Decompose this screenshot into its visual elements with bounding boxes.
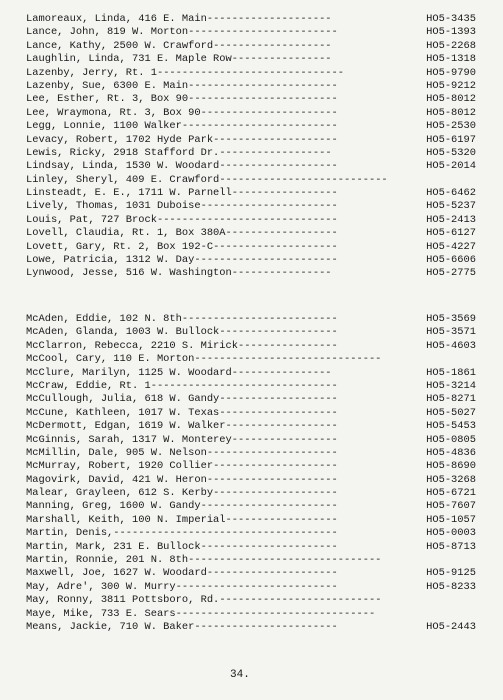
entry-text: Laughlin, Linda, 731 E. Maple Row — [26, 53, 232, 66]
entry-text: Maye, Mike, 733 E. Sears — [26, 607, 176, 620]
entry-text: Means, Jackie, 710 W. Baker — [26, 620, 195, 633]
directory-entry — [26, 581, 476, 594]
entry-text: Lovett, Gary, Rt. 2, Box 192-C — [26, 240, 214, 253]
entry-name-address — [26, 447, 338, 460]
leader-dashes: ------------------- — [213, 39, 332, 52]
directory-entry — [26, 160, 476, 173]
entry-name-address — [26, 434, 338, 447]
entry-phone: HO5-6197 — [426, 133, 476, 146]
leader-dashes: ------------------ — [225, 513, 338, 526]
entry-text: Linley, Sheryl, 409 E. Crawford — [26, 173, 220, 186]
directory-entry — [26, 53, 476, 66]
entry-phone: HO5-8012 — [426, 106, 476, 119]
entry-name-address — [26, 474, 338, 487]
directory-section-m — [26, 313, 476, 634]
entry-phone: HO5-2413 — [426, 213, 476, 226]
entry-text: Lindsay, Linda, 1530 W. Woodard — [26, 160, 220, 173]
directory-section-l — [26, 13, 476, 281]
directory-entry — [26, 313, 476, 326]
entry-name-address — [26, 241, 338, 254]
entry-name-address — [26, 367, 332, 380]
entry-name-address — [26, 53, 332, 66]
directory-entry — [26, 527, 476, 540]
entry-phone: HO5-2443 — [426, 620, 476, 633]
leader-dashes: ----------------------- — [194, 620, 338, 633]
entry-name-address — [26, 340, 338, 353]
entry-name-address — [26, 200, 338, 213]
entry-name-address — [26, 567, 338, 580]
leader-dashes: ---------------- — [231, 366, 332, 379]
directory-entry — [26, 134, 476, 147]
entry-text: Lamoreaux, Linda, 416 E. Main — [26, 13, 207, 25]
leader-dashes: -------------------- — [213, 460, 338, 473]
entry-name-address — [26, 80, 338, 93]
entry-phone: HO5-1057 — [426, 513, 476, 526]
leader-dashes: ---------------- — [231, 267, 332, 280]
entry-phone: HO5-5237 — [426, 200, 476, 213]
leader-dashes: ----------------- — [231, 433, 338, 446]
leader-dashes: ---------------------- — [200, 540, 338, 553]
leader-dashes: ------------------ — [225, 227, 338, 240]
entry-text: May, Adre', 300 W. Murry — [26, 580, 176, 593]
leader-dashes: --------------------- — [206, 473, 338, 486]
entry-text: Lowe, Patricia, 1312 W. Day — [26, 254, 195, 267]
entry-phone: HO5-2268 — [426, 39, 476, 52]
entry-name-address — [26, 174, 388, 187]
leader-dashes: -------------------- — [206, 13, 332, 25]
entry-text: Lazenby, Jerry, Rt. 1 — [26, 66, 157, 79]
entry-phone: HO5-9125 — [426, 567, 476, 580]
directory-entry — [26, 608, 476, 621]
directory-entry — [26, 80, 476, 93]
entry-text: Lance, John, 819 W. Morton — [26, 26, 189, 39]
leader-dashes: ------------------------- — [181, 120, 338, 133]
leader-dashes: ------------------- — [219, 406, 338, 419]
directory-entry — [26, 214, 476, 227]
entry-text: McCullough, Julia, 618 W. Gandy — [26, 393, 220, 406]
leader-dashes: --------------------- — [206, 446, 338, 459]
entry-text: Louis, Pat, 727 Brock — [26, 213, 157, 226]
entry-text: Manning, Greg, 1600 W. Gandy — [26, 500, 201, 513]
entry-name-address — [26, 380, 338, 393]
entry-text: Levacy, Robert, 1702 Hyde Park — [26, 133, 214, 146]
entry-phone: HO5-6462 — [426, 187, 476, 200]
entry-text: Martin, Ronnie, 201 N. 8th — [26, 554, 189, 567]
entry-text: Lance, Kathy, 2500 W. Crawford — [26, 39, 214, 52]
entry-name-address — [26, 353, 381, 366]
leader-dashes: -------------------------- — [219, 594, 382, 607]
entry-name-address — [26, 500, 338, 513]
leader-dashes: ----------------- — [231, 187, 338, 200]
entry-text: Lewis, Ricky, 2918 Stafford Dr. — [26, 146, 220, 159]
directory-entry — [26, 187, 476, 200]
directory-entry — [26, 26, 476, 39]
leader-dashes: ------------------- — [219, 326, 338, 339]
entry-text: Martin, Denis, — [26, 527, 114, 540]
entry-phone: HO5-3435 — [426, 13, 476, 25]
entry-name-address — [26, 134, 338, 147]
entry-name-address — [26, 227, 338, 240]
entry-text: Magovirk, David, 421 W. Heron — [26, 473, 207, 486]
entry-text: Lively, Thomas, 1031 Duboise — [26, 200, 201, 213]
directory-entry — [26, 200, 476, 213]
entry-name-address — [26, 147, 332, 160]
entry-text: McCune, Kathleen, 1017 W. Texas — [26, 406, 220, 419]
entry-name-address — [26, 581, 338, 594]
directory-entry — [26, 120, 476, 133]
directory-entry — [26, 174, 476, 187]
entry-name-address — [26, 40, 332, 53]
entry-text: McMillin, Dale, 905 W. Nelson — [26, 446, 207, 459]
leader-dashes: -------------------- — [213, 240, 338, 253]
entry-phone: HO5-8713 — [426, 540, 476, 553]
directory-entry — [26, 474, 476, 487]
entry-phone: HO5-2775 — [426, 267, 476, 280]
entry-phone: HO5-3569 — [426, 313, 476, 325]
entry-name-address — [26, 254, 338, 267]
entry-name-address — [26, 608, 375, 621]
entry-phone: HO5-7607 — [426, 500, 476, 513]
entry-phone: HO5-5027 — [426, 406, 476, 419]
entry-phone: HO5-8233 — [426, 580, 476, 593]
leader-dashes: --------------------- — [206, 567, 338, 580]
directory-entry — [26, 554, 476, 567]
leader-dashes: ------------------------------ — [150, 379, 338, 392]
directory-entry — [26, 227, 476, 240]
directory-entry — [26, 567, 476, 580]
leader-dashes: ------------------------ — [188, 79, 338, 92]
entry-name-address — [26, 13, 332, 26]
entry-name-address — [26, 393, 338, 406]
directory-entry — [26, 40, 476, 53]
entry-name-address — [26, 527, 338, 540]
entry-phone: HO5-8012 — [426, 93, 476, 106]
entry-name-address — [26, 326, 338, 339]
entry-phone: HO5-3571 — [426, 326, 476, 339]
entry-phone: HO5-0003 — [426, 527, 476, 540]
entry-phone: HO5-2530 — [426, 120, 476, 133]
entry-text: Lazenby, Sue, 6300 E. Main — [26, 79, 189, 92]
directory-entry — [26, 254, 476, 267]
entry-name-address — [26, 594, 381, 607]
entry-name-address — [26, 420, 338, 433]
entry-name-address — [26, 26, 338, 39]
entry-name-address — [26, 407, 338, 420]
entry-name-address — [26, 621, 338, 634]
directory-entry — [26, 460, 476, 473]
directory-entry — [26, 340, 476, 353]
leader-dashes: ------------------------------ — [194, 353, 382, 366]
leader-dashes: ------------------ — [219, 146, 332, 159]
directory-entry — [26, 514, 476, 527]
page-number: 34. — [230, 669, 250, 681]
entry-text: Lee, Wraymona, Rt. 3, Box 90 — [26, 106, 201, 119]
entry-text: Maxwell, Joe, 1627 W. Woodard — [26, 567, 207, 580]
directory-entry — [26, 93, 476, 106]
entry-phone: HO5-9790 — [426, 66, 476, 79]
entry-name-address — [26, 214, 338, 227]
directory-entry — [26, 380, 476, 393]
leader-dashes: ------------------ — [225, 420, 338, 433]
leader-dashes: ------------------------- — [181, 313, 338, 325]
directory-entry — [26, 241, 476, 254]
entry-text: McCool, Cary, 110 E. Morton — [26, 353, 195, 366]
entry-name-address — [26, 93, 338, 106]
entry-name-address — [26, 160, 338, 173]
entry-text: Lynwood, Jesse, 516 W. Washington — [26, 267, 232, 280]
leader-dashes: ------------------- — [219, 160, 338, 173]
entry-text: Martin, Mark, 231 E. Bullock — [26, 540, 201, 553]
entry-text: McAden, Glanda, 1003 W. Bullock — [26, 326, 220, 339]
entry-text: Linsteadt, E. E., 1711 W. Parnell — [26, 187, 232, 200]
entry-phone: HO5-1318 — [426, 53, 476, 66]
entry-text: May, Ronny, 3811 Pottsboro, Rd. — [26, 594, 220, 607]
entry-name-address — [26, 514, 338, 527]
entry-phone: HO5-4603 — [426, 339, 476, 352]
entry-text: McAden, Eddie, 102 N. 8th — [26, 313, 182, 325]
entry-name-address — [26, 67, 344, 80]
leader-dashes: -------------------- — [213, 133, 338, 146]
entry-phone: HO5-6721 — [426, 487, 476, 500]
leader-dashes: ------------------------ — [188, 26, 338, 39]
directory-entry — [26, 393, 476, 406]
leader-dashes: ------------------------------ — [156, 66, 345, 79]
directory-entry — [26, 353, 476, 366]
leader-dashes: --------------------------- — [219, 173, 388, 186]
entry-phone: HO5-8271 — [426, 393, 476, 406]
entry-phone: HO5-6606 — [426, 254, 476, 267]
directory-entry — [26, 147, 476, 160]
leader-dashes: -------------------------------- — [175, 607, 376, 620]
entry-phone: HO5-8690 — [426, 460, 476, 473]
entry-name-address — [26, 487, 338, 500]
entry-name-address — [26, 460, 338, 473]
directory-entry — [26, 500, 476, 513]
directory-entry — [26, 407, 476, 420]
entry-phone: HO5-3214 — [426, 379, 476, 392]
entry-text: McClure, Marilyn, 1125 W. Woodard — [26, 366, 232, 379]
entry-phone: HO5-3268 — [426, 473, 476, 486]
entry-phone: HO5-5453 — [426, 420, 476, 433]
entry-text: Marshall, Keith, 100 N. Imperial — [26, 513, 226, 526]
directory-entry — [26, 13, 476, 26]
leader-dashes: -------------------------- — [175, 580, 338, 593]
directory-entry — [26, 326, 476, 339]
entry-name-address — [26, 120, 338, 133]
entry-name-address — [26, 187, 338, 200]
entry-text: McDermott, Edgan, 1619 W. Walker — [26, 420, 226, 433]
entry-text: McGinnis, Sarah, 1317 W. Monterey — [26, 433, 232, 446]
entry-phone: HO5-9212 — [426, 79, 476, 92]
leader-dashes: ---------------- — [231, 53, 332, 66]
leader-dashes: -------------------- — [213, 487, 338, 500]
leader-dashes: ------------------------------------ — [113, 527, 338, 540]
directory-entry — [26, 367, 476, 380]
leader-dashes: ---------------- — [238, 339, 338, 352]
leader-dashes: ---------------------- — [200, 200, 338, 213]
directory-entry — [26, 594, 476, 607]
entry-text: McMurray, Robert, 1920 Collier — [26, 460, 214, 473]
directory-entry — [26, 541, 476, 554]
entry-phone: HO5-4227 — [426, 240, 476, 253]
leader-dashes: ---------------------- — [200, 106, 338, 119]
entry-text: McCraw, Eddie, Rt. 1 — [26, 379, 151, 392]
entry-text: McClarron, Rebecca, 2210 S. Mirick — [26, 339, 239, 352]
directory-entry — [26, 267, 476, 280]
directory-entry — [26, 67, 476, 80]
leader-dashes: ----------------------- — [194, 254, 338, 267]
entry-name-address — [26, 313, 338, 326]
entry-phone: HO5-5320 — [426, 146, 476, 159]
directory-entry — [26, 420, 476, 433]
entry-phone: HO5-1393 — [426, 26, 476, 39]
entry-text: Malear, Grayleen, 612 S. Kerby — [26, 487, 214, 500]
leader-dashes: ------------------- — [219, 393, 338, 406]
entry-text: Legg, Lonnie, 1100 Walker — [26, 120, 182, 133]
entry-phone: HO5-0805 — [426, 433, 476, 446]
entry-name-address — [26, 267, 332, 280]
entry-text: Lovell, Claudia, Rt. 1, Box 380A — [26, 227, 226, 240]
entry-phone: HO5-4836 — [426, 446, 476, 459]
leader-dashes: ------------------------------- — [188, 554, 382, 567]
entry-phone: HO5-6127 — [426, 227, 476, 240]
entry-phone: HO5-1861 — [426, 366, 476, 379]
leader-dashes: ----------------------------- — [156, 213, 338, 226]
entry-phone: HO5-2014 — [426, 160, 476, 173]
entry-text: Lee, Esther, Rt. 3, Box 90 — [26, 93, 189, 106]
entry-name-address — [26, 554, 381, 567]
directory-entry — [26, 621, 476, 634]
directory-entry — [26, 107, 476, 120]
leader-dashes: ------------------------ — [188, 93, 338, 106]
directory-entry — [26, 487, 476, 500]
entry-name-address — [26, 107, 338, 120]
directory-entry — [26, 434, 476, 447]
directory-entry — [26, 447, 476, 460]
leader-dashes: ---------------------- — [200, 500, 338, 513]
entry-name-address — [26, 541, 338, 554]
